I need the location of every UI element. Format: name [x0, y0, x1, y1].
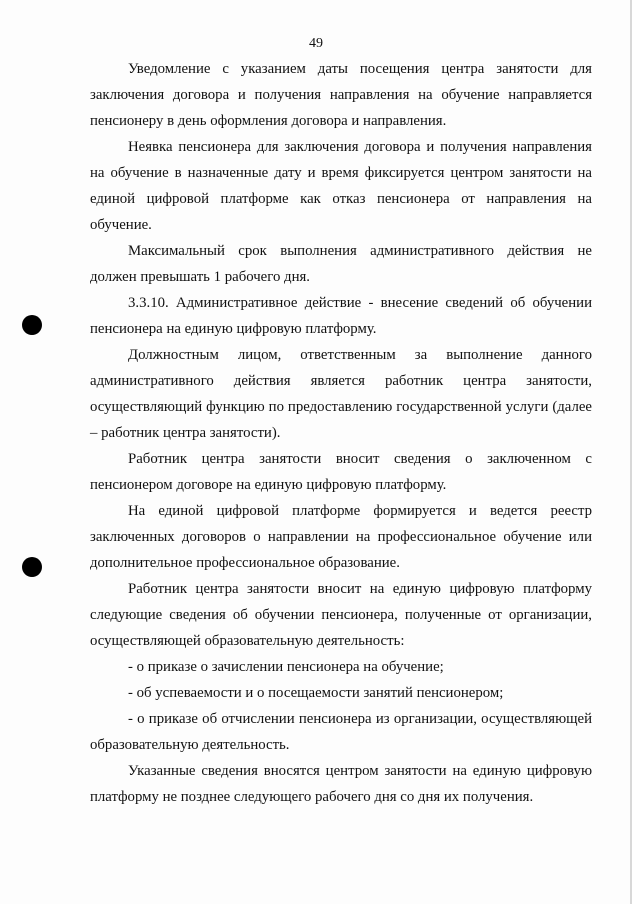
paragraph: 3.3.10. Административное действие - внесение сведений об обучении пенсионера на единую цифровую платформу. — [90, 295, 592, 337]
paragraph: Указанные сведения вносятся центром занятости на единую цифровую платформу не позднее следующего рабочего дня со дня их получения. — [90, 763, 592, 805]
document-body — [90, 56, 592, 810]
paragraph: Уведомление с указанием даты посещения центра занятости для заключения договора и получения направления на обучение направляется пенсионеру в день оформления договора и направления. — [90, 61, 592, 129]
paragraph: Работник центра занятости вносит сведения о заключенном с пенсионером договоре на единую цифровую платформу. — [90, 451, 592, 493]
list-item: - об успеваемости и о посещаемости занятий пенсионером; — [128, 685, 504, 701]
paragraph: Работник центра занятости вносит на единую цифровую платформу следующие сведения об обучении пенсионера, полученные от организации, осуществляющей образовательную деятельность: — [90, 581, 592, 649]
punch-hole — [22, 315, 42, 335]
list-item: - о приказе о зачислении пенсионера на обучение; — [128, 659, 444, 675]
list-item: - о приказе об отчислении пенсионера из организации, осуществляющей образовательную деятельность. — [90, 711, 592, 753]
punch-hole — [22, 557, 42, 577]
paragraph: На единой цифровой платформе формируется и ведется реестр заключенных договоров о направлении на профессиональное обучение или дополнительное профессиональное образование. — [90, 503, 592, 571]
paragraph: Неявка пенсионера для заключения договора и получения направления на обучение в назначенные дату и время фиксируется центром занятости на единой цифровой платформе как отказ пенсионера от направления на обучение. — [90, 139, 592, 233]
page-number: 49 — [309, 36, 323, 51]
paragraph: Должностным лицом, ответственным за выполнение данного административного действия является работник центра занятости, осуществляющий функцию по предоставлению государственной услуги (далее – работник центра занятости). — [90, 347, 592, 441]
paragraph: Максимальный срок выполнения административного действия не должен превышать 1 рабочего дня. — [90, 243, 592, 285]
